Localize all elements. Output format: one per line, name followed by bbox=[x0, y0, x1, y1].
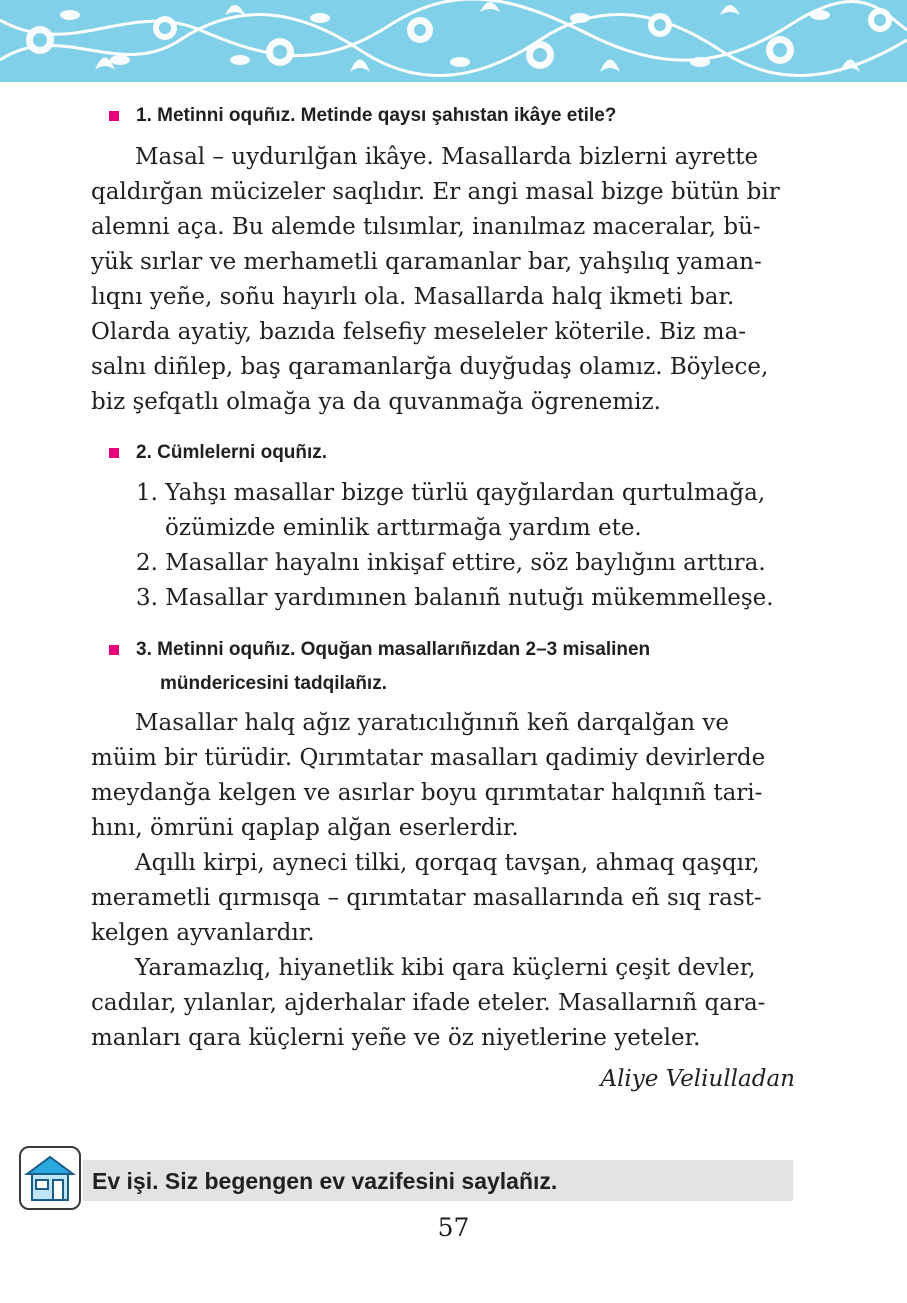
text-line: biz şefqatlı olmağa ya da quvanmağa ögrenemiz. bbox=[91, 389, 661, 415]
sentence-1-continued: özümizde eminlik arttırmağa yardım ete. bbox=[165, 515, 642, 541]
text-line: manları qara küçlerni yeñe ve öz niyetlerine yeteler. bbox=[91, 1025, 701, 1051]
bullet-icon bbox=[109, 111, 119, 121]
task-1-title: 1. Metinni oquñız. Metinde qaysı şahıstan ikâye etile? bbox=[136, 105, 617, 126]
task-1-heading bbox=[136, 99, 816, 133]
bullet-icon bbox=[109, 645, 119, 655]
sentence-1: 1. Yahşı masallar bizge türlü qayğılardan qurtulmağa, bbox=[136, 480, 766, 506]
task-2-title: 2. Cümlelerni oquñız. bbox=[136, 442, 328, 463]
house-icon bbox=[19, 1146, 81, 1210]
text-line: Olarda ayatiy, bazıda felsefiy meseleler köterile. Biz ma- bbox=[91, 319, 747, 345]
text-line: yük sırlar ve merhametli qaramanlar bar, yahşılıq yaman- bbox=[91, 249, 762, 275]
text-line: cadılar, yılanlar, ajderhalar ifade eteler. Masallarnıñ qara- bbox=[91, 990, 766, 1016]
task-2-heading bbox=[136, 436, 816, 470]
bullet-icon bbox=[109, 448, 119, 458]
sentence-3: 3. Masallar yardımınen balanıñ nutuğı mükemmelleşe. bbox=[136, 585, 774, 611]
homework-text: Ev işi. Siz begengen ev vazifesini saylañız. bbox=[92, 1168, 558, 1194]
task-3-title-line-1: 3. Metinni oquñız. Oquğan masallarıñızdan 2–3 misalinen bbox=[136, 639, 651, 660]
text-line: lıqnı yeñe, soñu hayırlı ola. Masallarda halq ikmeti bar. bbox=[91, 284, 735, 310]
text-line: Yaramazlıq, hiyanetlik kibi qara küçlerni çeşit devler, bbox=[135, 955, 756, 981]
text-line: hını, ömrüni qaplap alğan eserlerdir. bbox=[91, 815, 519, 841]
text-line: Aqıllı kirpi, ayneci tilki, qorqaq tavşan, ahmaq qaşqır, bbox=[135, 850, 760, 876]
sentence-list bbox=[136, 476, 806, 616]
text-line: kelgen ayvanlardır. bbox=[91, 920, 315, 946]
text-line: Masal – uydurılğan ikâye. Masallarda bizlerni ayrette bbox=[135, 144, 759, 170]
text-line: Masallar halq ağız yaratıcılığınıñ keñ darqalğan ve bbox=[135, 710, 730, 736]
text-line: alemni aça. Bu alemde tılsımlar, inanılmaz maceralar, bü- bbox=[91, 214, 761, 240]
text-3 bbox=[91, 706, 796, 1056]
page-number: 57 bbox=[437, 1213, 470, 1242]
task-3-title-line-2: mündericesini tadqilañız. bbox=[160, 673, 387, 694]
text-line: merametli qırmısqa – qırımtatar masallarında eñ sıq rast- bbox=[91, 885, 762, 911]
text-1 bbox=[91, 140, 796, 420]
text-line: meydanğa kelgen ve asırlar boyu qırımtatar halqınıñ tari- bbox=[91, 780, 763, 806]
text-line: qaldırğan mücizeler saqlıdır. Er angi masal bizge bütün bir bbox=[91, 179, 780, 205]
text-line: müim bir türüdir. Qırımtatar masalları qadimiy devirlerde bbox=[91, 745, 766, 771]
text-line: salnı diñlep, baş qaramanlarğa duyğudaş olamız. Böylece, bbox=[91, 354, 769, 380]
task-3-heading bbox=[136, 633, 816, 701]
sentence-2: 2. Masallar hayalnı inkişaf ettire, söz baylığını arttıra. bbox=[136, 550, 766, 576]
author-credit: Aliye Veliulladan bbox=[600, 1066, 795, 1092]
